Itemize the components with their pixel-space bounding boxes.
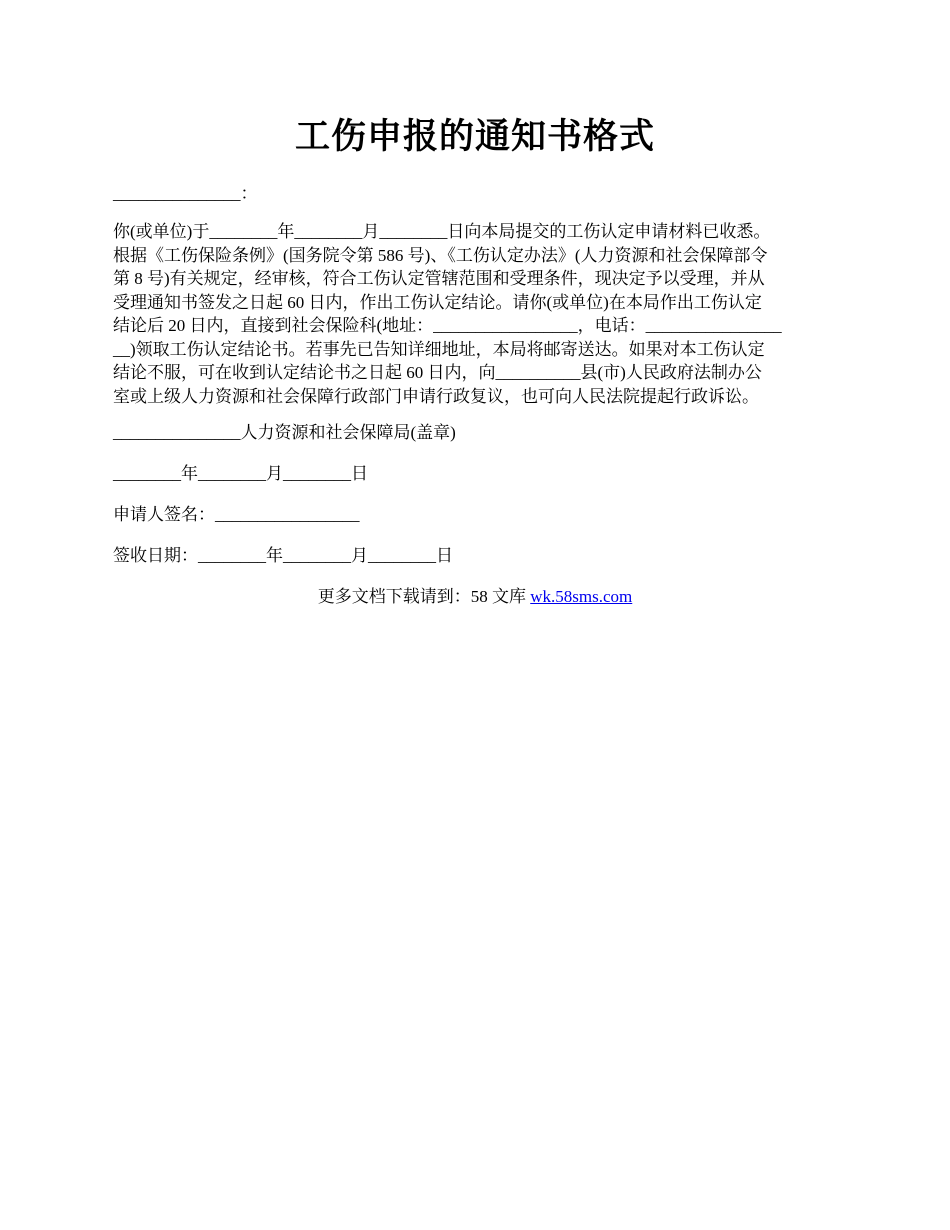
body-line: 结论不服，可在收到认定结论书之日起 60 日内，向__________县(市)人民政府法制办公 [113,363,762,382]
applicant-signature-line: 申请人签名：_________________ [113,505,360,524]
document-title: 工伤申报的通知书格式 [294,117,655,156]
receipt-date-line: 签收日期：________年________月________日 [113,546,453,565]
body-line: 结论后 20 日内，直接到社会保险科(地址：_________________，电话：________________ [113,316,782,335]
footer [0,585,950,608]
notice-body [113,220,841,408]
body-line: 室或上级人力资源和社会保障行政部门申请行政复议，也可向人民法院提起行政诉讼。 [113,386,759,406]
body-line: __)领取工伤认定结论书。若事先已告知详细地址，本局将邮寄送达。如果对本工伤认定 [113,339,765,359]
footer-text: 更多文档下载请到：58 文库 [317,587,531,606]
body-line: 第 8 号)有关规定，经审核，符合工伤认定管辖范围和受理条件，现决定予以受理，并从 [113,269,765,288]
salutation-line: _______________： [113,184,258,203]
issue-date-line: ________年________月________日 [113,464,368,483]
body-line: 你(或单位)于________年________月________日向本局提交的工伤认定申请材料已收悉。 [113,222,771,241]
issuer-line: _______________人力资源和社会保障局(盖章) [113,423,456,442]
body-line: 根据《工伤保险条例》(国务院令第 586 号)、《工伤认定办法》(人力资源和社会保障部令 [113,245,768,265]
footer-link[interactable]: wk.58sms.com [530,587,633,606]
body-line: 受理通知书签发之日起 60 日内，作出工伤认定结论。请你(或单位)在本局作出工伤认定 [113,292,762,312]
